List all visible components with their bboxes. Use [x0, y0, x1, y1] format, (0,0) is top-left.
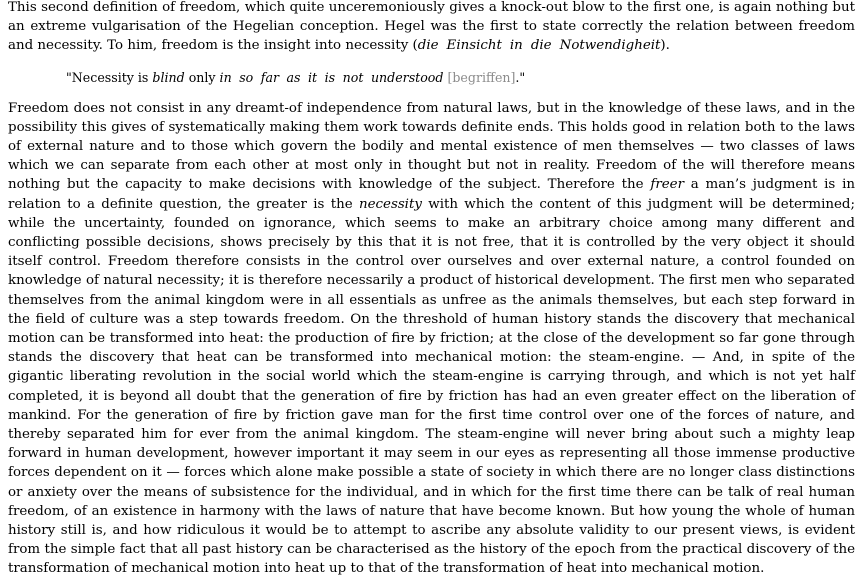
emphasis-freer: freer	[650, 177, 684, 193]
quote-segment: ."	[515, 69, 526, 85]
german-term-begriffen: [begriffen]	[443, 69, 516, 85]
german-phrase-einsicht: die Einsicht in die Notwendigheit	[417, 38, 661, 54]
quote-segment: "Necessity is	[66, 69, 153, 85]
quote-emphasis-blind: blind	[152, 69, 185, 85]
text-segment: a man’s judgment is in relation to a definite question, the greater is the	[8, 177, 855, 212]
paragraph-freedom-necessity	[8, 99, 855, 579]
quote-emphasis-understood: in so far as it is not understood	[219, 69, 444, 85]
emphasis-necessity: necessity	[358, 196, 422, 212]
text-segment: with which the content of this judgment will be determined; while the uncertainty, founded on ignorance, which seems to make an arbitrary choice among many different and conflicting possible decisions, shows precisely by this that it is not free, that it is controlled by the very object it should itself control. Freedom therefore consists in the control over ourselves and over external nature, a control founded on knowledge of natural necessity; it is therefore necessarily a product of historical development. The first men who separated themselves from the animal kingdom were in all essentials as unfree as the animals themselves, but each step forward in the field of culture was a step towards freedom. On the threshold of human history stands the discovery that mechanical motion can be transformed into heat: the production of fire by friction; at the close of the development so far gone through stands the discovery that heat can be transformed into mechanical motion: the steam-engine. — And, in spite of the gigantic liberating revolution in the social world which the steam-engine is carrying through, and which is not yet half completed, it is beyond all doubt that the generation of fire by friction has had an even greater effect on the liberation of mankind. For the generation of fire by friction gave man for the first time control over one of the forces of nature, and thereby separated him for ever from the animal kingdom. The steam-engine will never bring about such a mighty leap forward in human development, however important it may seem in our eyes as representing all those immense productive forces dependent on it — forces which alone make possible a state of society in which there are no longer class distinctions or anxiety over the means of subsistence for the individual, and in which for the first time there can be talk of real human freedom, of an existence in harmony with the laws of nature that have become known. But how young the whole of human history still is, and how ridiculous it would be to attempt to ascribe any absolute validity to our present views, is evident from the simple fact that all past history can be characterised as the history of the epoch from the practical discovery of the transformation of mechanical motion into heat up to that of the transformation of heat into mechanical motion.	[8, 196, 855, 577]
text-segment: ).	[660, 38, 670, 54]
quote-segment: only	[184, 69, 220, 85]
text-segment: Freedom does not consist in any dreamt-of independence from natural laws, but in the knowledge of these laws, and in the possibility this gives of systematically making them work towards definite ends. This holds good in relation both to the laws of external nature and to those which govern the bodily and mental existence of men themselves — two classes of laws which we can separate from each other at most only in thought but not in reality. Freedom of the will therefore means nothing but the capacity to make decisions with knowledge of the subject. Therefore the	[8, 100, 855, 193]
text-segment: This second definition of freedom, which quite unceremoniously gives a knock-out blow to the first one, is again nothing but an extreme vulgarisation of the Hegelian conception. Hegel was the first to state correctly the relation between freedom and necessity. To him, freedom is the insight into necessity (	[8, 0, 855, 54]
hegel-necessity-quote	[66, 68, 855, 87]
paragraph-freedom-definition	[8, 0, 855, 56]
